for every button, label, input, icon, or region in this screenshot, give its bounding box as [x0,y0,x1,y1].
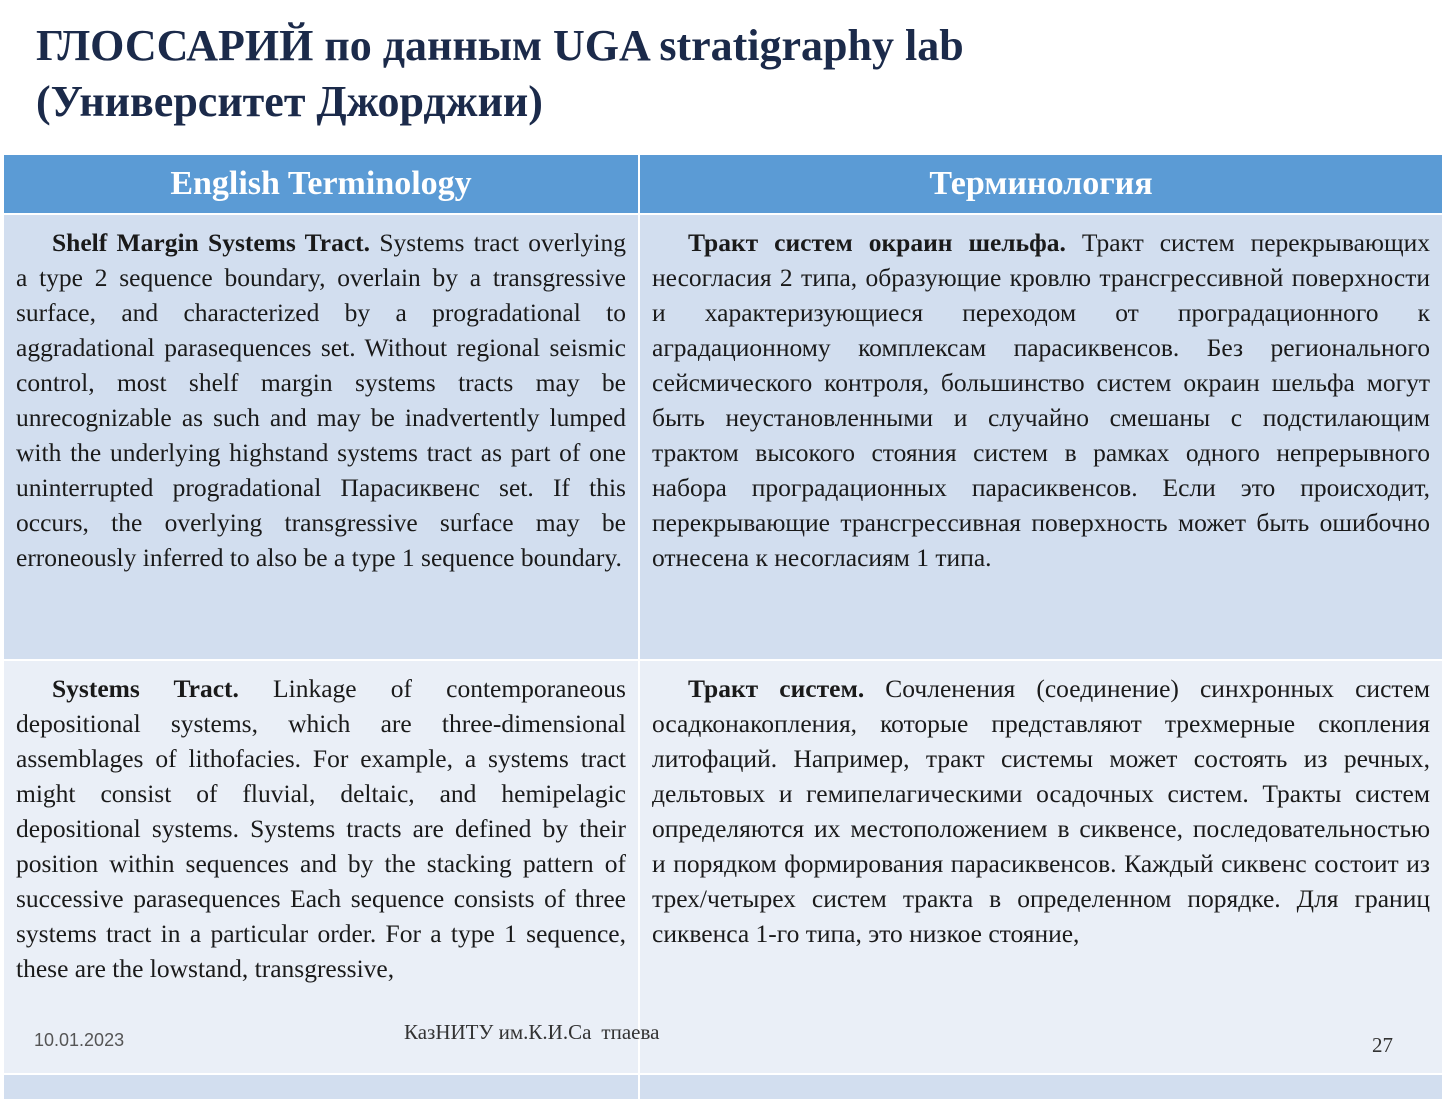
header-terminology-ru: Терминология [639,154,1443,214]
empty-cell [3,1074,639,1100]
header-english-terminology: English Terminology [3,154,639,214]
table-row [3,660,1443,1074]
russian-definition [652,225,1430,575]
table-row-empty [3,1074,1443,1100]
slide-title [36,18,1416,130]
english-term: Shelf Margin Systems Tract. [52,228,371,257]
empty-cell [639,1074,1443,1100]
russian-term: Тракт систем. [688,674,865,703]
russian-text: Сочленения (соединение) синхронных систем осадконакопления, которые представляют трехмерные скопления литофаций. Например, тракт системы может состоять из речных, дельтовых и гемипелагическими осадочных систем. Тракты систем определяются их местоположением в сиквенсе, последовательностью и порядком формирования парасиквенсов. Каждый сиквенс состоит из трех/четырех систем тракта в определенном порядке. Для границ сиквенса 1-го типа, это низкое стояние, [652,674,1430,948]
english-text: Linkage of contemporaneous depositional systems, which are three-dimensional assemblages of lithofacies. For example, a systems tract might consist of fluvial, deltaic, and hemipelagic depositional systems. Systems tracts are defined by their position within sequences and by the stacking pattern of successive parasequences Each sequence consists of three systems tract in a particular order. For a type 1 sequence, these are the lowstand, transgressive, [16,674,626,983]
english-definition [16,225,626,575]
english-cell [3,660,639,1074]
russian-cell [639,660,1443,1074]
russian-definition [652,671,1430,951]
footer-org-part2: тпаева [601,1020,660,1044]
slide-title-line2: (Университет Джорджии) [36,77,543,126]
russian-term: Тракт систем окраин шельфа. [688,228,1066,257]
russian-cell [639,214,1443,660]
footer-date: 10.01.2023 [34,1030,125,1050]
slide-title-line1: ГЛОССАРИЙ по данным UGA stratigraphy lab [36,21,964,70]
english-cell [3,214,639,660]
table-header-row [3,154,1443,214]
glossary-table [2,153,1444,1101]
russian-text: Тракт систем перекрывающих несогласия 2 типа, образующие кровлю трансгрессивной поверхности и характеризующиеся переходом от проградационного к аградационному комплексам парасиквенсов. Без регионального сейсмического контроля, большинство систем окраин шельфа могут быть неустановленными и случайно смешаны с подстилающим трактом высокого стояния систем в рамках одного непрерывного набора проградационных парасиквенсов. Если это происходит, перекрывающие трансгрессивная поверхность может быть ошибочно отнесена к несогласиям 1 типа. [652,228,1430,572]
english-definition [16,671,626,986]
english-text: Systems tract overlying a type 2 sequence boundary, overlain by a transgressive surface, and characterized by a progradational to aggradational parasequences set. Without regional seismic control, most shelf margin systems tracts may be unrecognizable as such and may be inadvertently lumped with the underlying highstand systems tract as part of one uninterrupted progradational Парасиквенс set. If this occurs, the overlying transgressive surface may be erroneously inferred to also be a type 1 sequence boundary. [16,228,627,572]
english-term: Systems Tract. [52,674,239,703]
page-number: 27 [1372,1033,1393,1057]
footer-organization [404,1020,659,1045]
table-row [3,214,1443,660]
footer-org-part1: КазНИТУ им.К.И.Са [404,1020,592,1044]
